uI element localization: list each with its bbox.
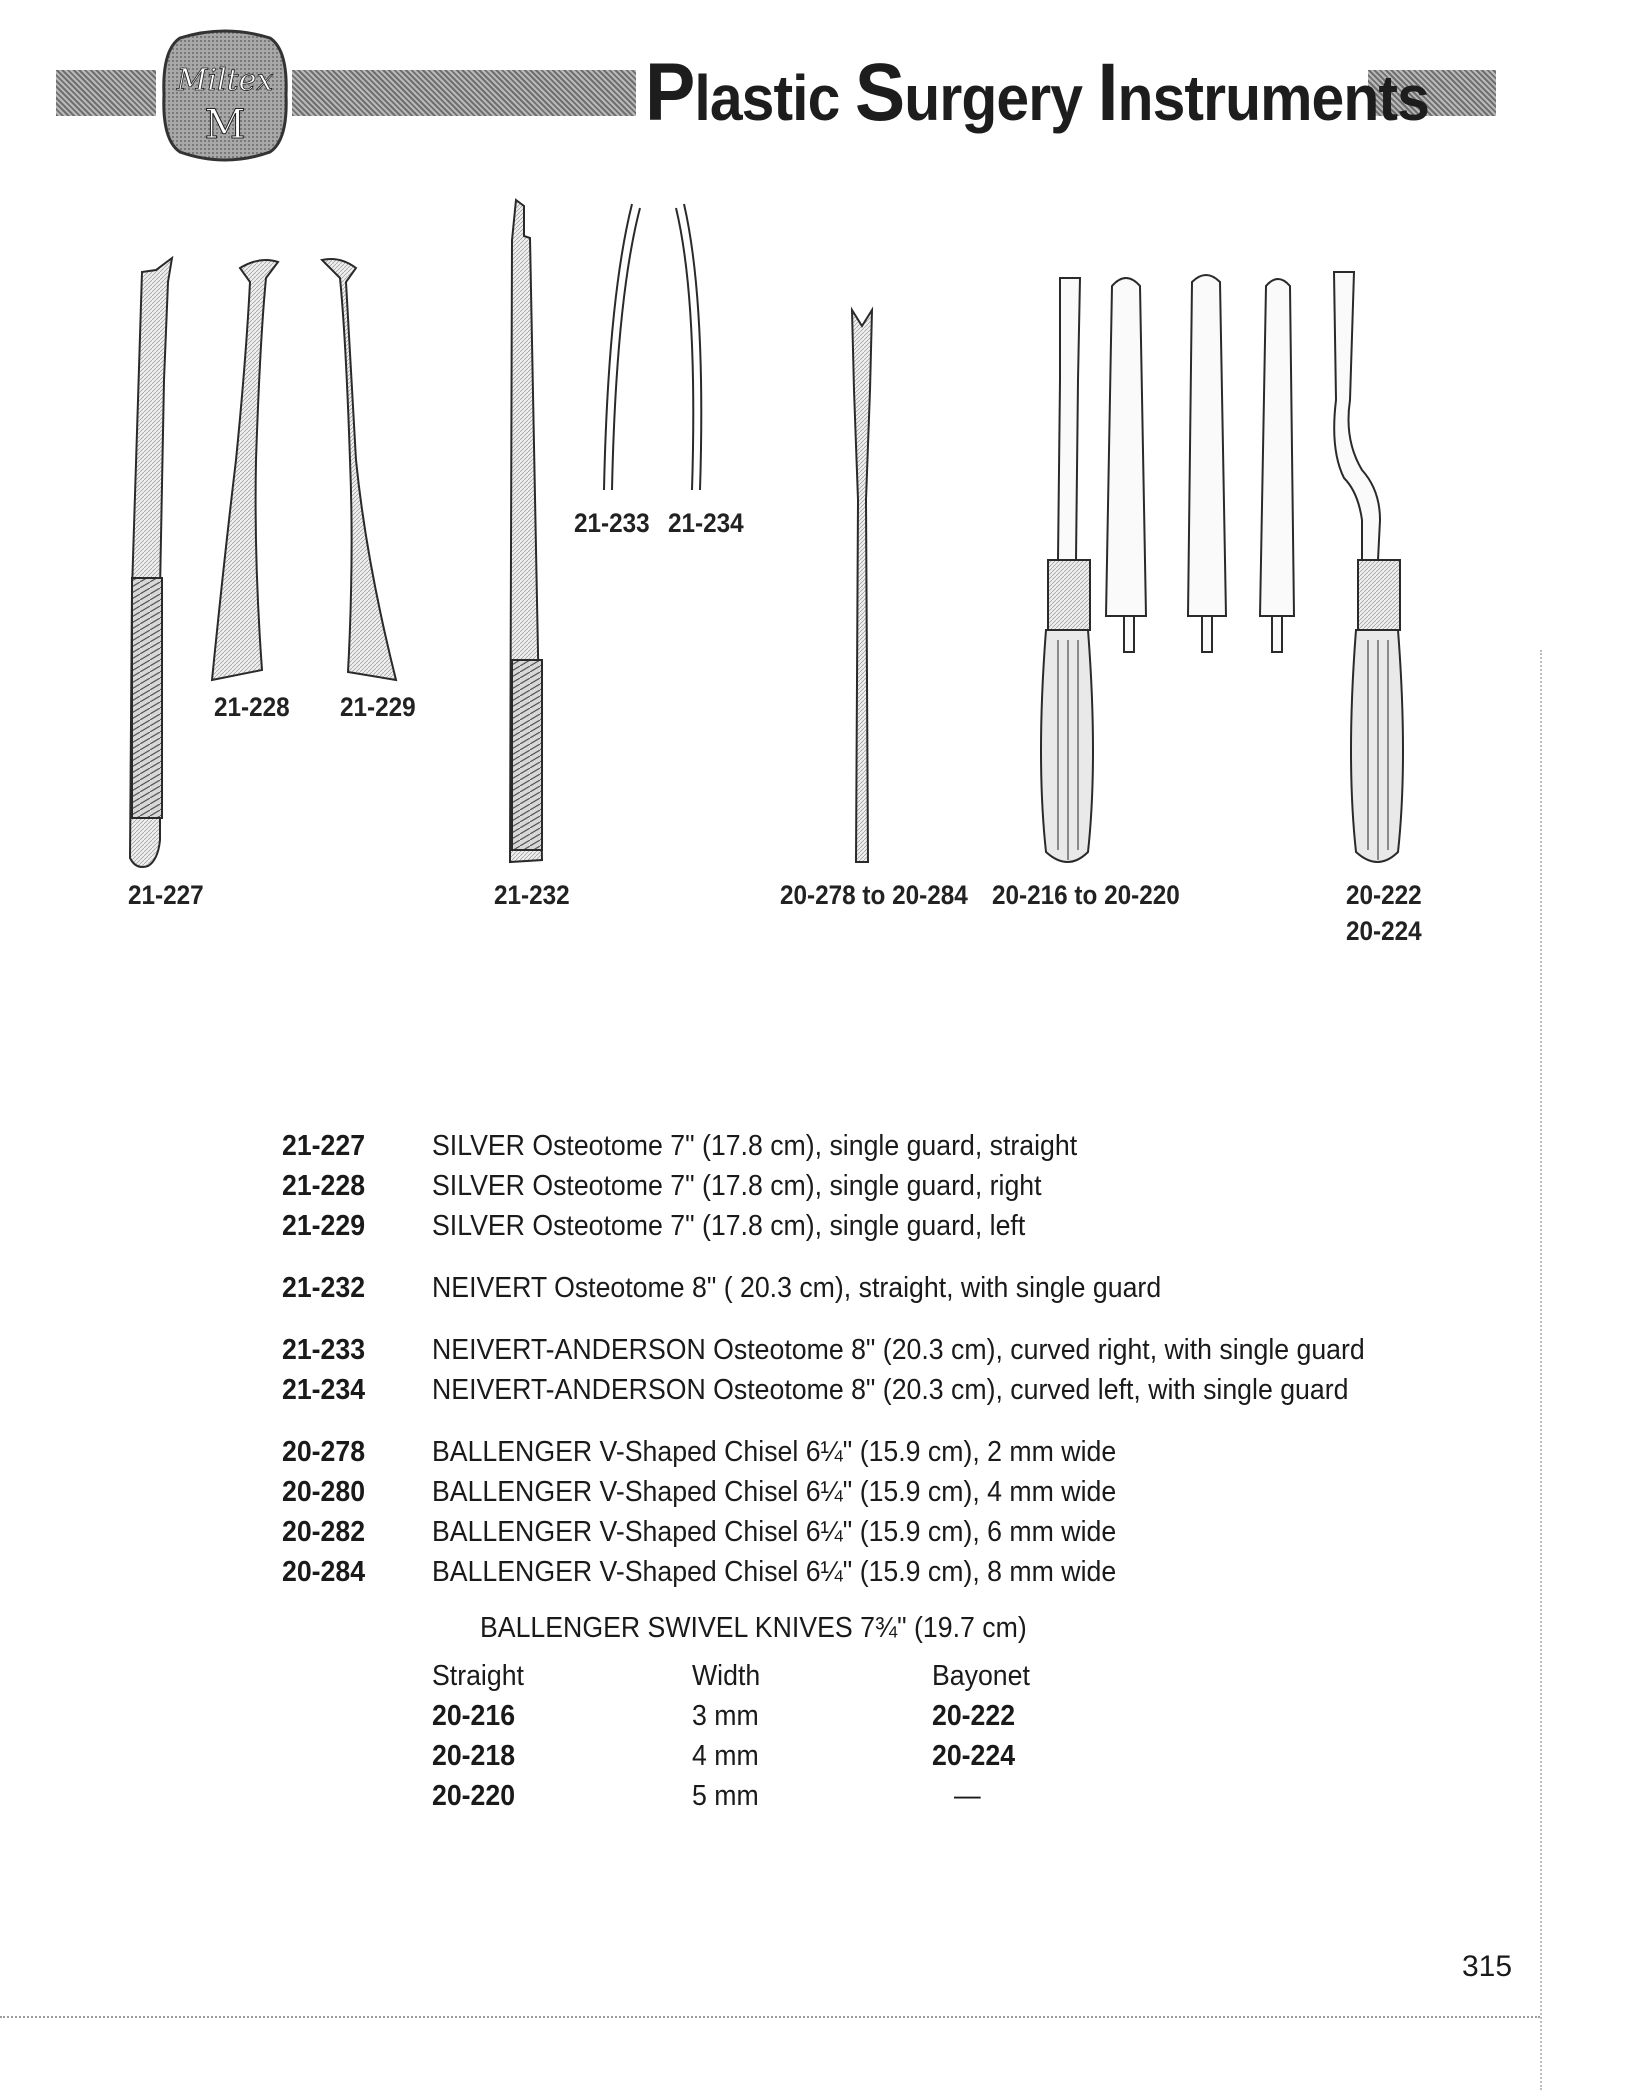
catalog-code: 21-228 <box>282 1170 366 1202</box>
knife-bayonet-code: 20-222 <box>932 1700 1016 1732</box>
knife-straight-code: 20-218 <box>432 1740 516 1772</box>
column-header-straight: Straight <box>432 1660 524 1692</box>
catalog-code: 20-278 <box>282 1436 366 1468</box>
osteotome-21-234-drawing <box>676 204 701 490</box>
catalog-description: BALLENGER V-Shaped Chisel 6¼" (15.9 cm), 4 mm wide <box>432 1476 1117 1508</box>
figure-label-21-233: 21-233 <box>574 508 650 538</box>
catalog-description: SILVER Osteotome 7" (17.8 cm), single guard, straight <box>432 1130 1078 1162</box>
osteotome-21-229-drawing <box>322 259 396 680</box>
figure-label-21-228: 21-228 <box>214 692 290 722</box>
svg-text:Miltex: Miltex <box>176 63 274 98</box>
osteotome-21-228-drawing <box>212 260 278 680</box>
swivel-knife-20-222-drawing <box>1334 272 1403 862</box>
catalog-description: SILVER Osteotome 7" (17.8 cm), single guard, left <box>432 1210 1026 1242</box>
catalog-description: BALLENGER V-Shaped Chisel 6¼" (15.9 cm), 2 mm wide <box>432 1436 1117 1468</box>
swivel-knife-blades-drawing <box>1106 275 1294 652</box>
page-title: Plastic Surgery Instruments <box>645 47 1429 138</box>
catalog-code: 20-280 <box>282 1476 366 1508</box>
figure-label-21-227: 21-227 <box>128 880 204 910</box>
figure-label-20-278-to-20-284: 20-278 to 20-284 <box>780 880 968 910</box>
knife-straight-code: 20-216 <box>432 1700 516 1732</box>
catalog-code: 21-227 <box>282 1130 366 1162</box>
figure-label-21-234: 21-234 <box>668 508 744 538</box>
instrument-illustrations <box>0 0 1646 1000</box>
scan-bottom-artifact <box>0 2016 1540 2018</box>
scan-edge-artifact <box>1540 650 1542 2090</box>
catalog-code: 21-233 <box>282 1334 366 1366</box>
osteotome-21-227-drawing <box>130 258 172 867</box>
page-number: 315 <box>1462 1950 1513 1983</box>
swivel-knife-20-216-drawing <box>1041 278 1093 862</box>
chisel-20-278-drawing <box>852 310 872 862</box>
knife-straight-code: 20-220 <box>432 1780 516 1812</box>
knife-bayonet-code: 20-224 <box>932 1740 1016 1772</box>
osteotome-21-232-drawing <box>510 200 542 862</box>
catalog-description: BALLENGER V-Shaped Chisel 6¼" (15.9 cm), 6 mm wide <box>432 1516 1117 1548</box>
knife-bayonet-code: — <box>954 1780 981 1812</box>
catalog-code: 21-229 <box>282 1210 366 1242</box>
catalog-description: SILVER Osteotome 7" (17.8 cm), single guard, right <box>432 1170 1042 1202</box>
catalog-code: 21-234 <box>282 1374 366 1406</box>
column-header-bayonet: Bayonet <box>932 1660 1030 1692</box>
figure-label-20-224: 20-224 <box>1346 916 1422 946</box>
figure-label-21-229: 21-229 <box>340 692 416 722</box>
figure-label-20-222: 20-222 <box>1346 880 1422 910</box>
knife-width: 5 mm <box>692 1780 759 1812</box>
catalog-description: BALLENGER V-Shaped Chisel 6¼" (15.9 cm), 8 mm wide <box>432 1556 1117 1588</box>
column-header-width: Width <box>692 1660 761 1692</box>
figure-label-21-232: 21-232 <box>494 880 570 910</box>
swivel-knives-title: BALLENGER SWIVEL KNIVES 7¾" (19.7 cm) <box>480 1612 1027 1644</box>
catalog-code: 20-282 <box>282 1516 366 1548</box>
catalog-description: NEIVERT-ANDERSON Osteotome 8" (20.3 cm), curved right, with single guard <box>432 1334 1365 1366</box>
knife-width: 3 mm <box>692 1700 759 1732</box>
figure-label-20-216-to-20-220: 20-216 to 20-220 <box>992 880 1180 910</box>
osteotome-21-233-drawing <box>604 204 640 490</box>
catalog-description: NEIVERT Osteotome 8" ( 20.3 cm), straight, with single guard <box>432 1272 1162 1304</box>
catalog-description: NEIVERT-ANDERSON Osteotome 8" (20.3 cm), curved left, with single guard <box>432 1374 1349 1406</box>
catalog-code: 20-284 <box>282 1556 366 1588</box>
svg-text:M: M <box>204 102 246 148</box>
catalog-code: 21-232 <box>282 1272 366 1304</box>
knife-width: 4 mm <box>692 1740 759 1772</box>
